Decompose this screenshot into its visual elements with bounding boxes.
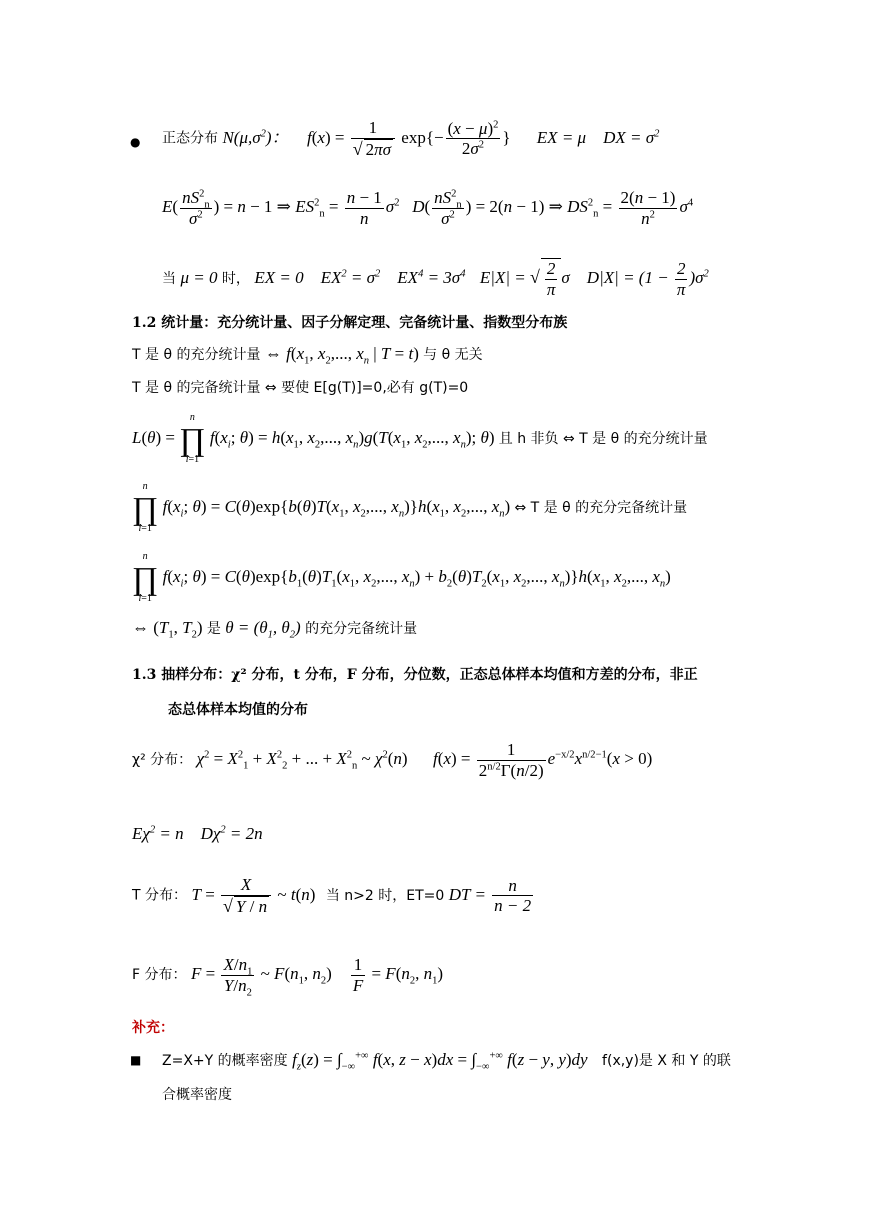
normal-distribution-line (162, 118, 659, 159)
sample-variance-line: E( $\frac{nS^2_n}{\sigma^2}$ ) = n − 1 ⇒ $ES^2_n$ = $\frac{n - 1}{n}$ $\sigma^2$ D( $\frac{nS^2_n}{\sigma^2}$ ) = 2(n − 1) ⇒ $DS^2_n$ = $\frac{2(n - 1)}{n^2}$ $\sigma^4$ (162, 188, 694, 228)
f-distribution-line: F 分布： F = $\frac{X/n_1}{Y/n_2}$ ~ $F(n_1$, $n_2$) $\frac{1}{F}$ = $F(n_2$, $n_1$) (132, 955, 444, 998)
normal-label: 正态分布 (162, 130, 218, 147)
exponential-family-1: n ∏ i=1 $f(x_i$; $\theta) = C(\theta)\exp\{b(\theta)T(x_1$, $x_2$,..., $x_n)\}h(x_1$, $x_2$,..., $x_n$) ⇔ T 是 θ 的充分完备统计量 (132, 481, 688, 534)
supplement-line-b: 合概率密度 (162, 1087, 232, 1103)
supplement-line-a: Z=X+Y 的概率密度 $f_z(z) = \int_{-\infty}^{+\infty}$ f(x, $z - x)dx = \int_{-\infty}^{+\infty}$ f(z − y, y)dy f(x,y)是 X 和 Y 的联 (162, 1050, 731, 1073)
abs-moments: E|X| = √ $\frac{2}{\pi}$ σ D|X| = (1 − $\frac{2}{\pi}$ )$\sigma^2$ (479, 259, 709, 299)
bullet-icon: ● (130, 135, 141, 149)
mu-zero-values: EX = 0 $EX^2 = \sigma^2$ $EX^4 = 3\sigma^4$ (254, 267, 466, 287)
normal-notation: $N(\mu,\sigma^2)$： (222, 127, 289, 147)
sufficient-statistic-def: T 是 θ 的充分统计量 ⇔ $f(x_1$, $x_2$,..., $x_n$ | T = t) 与 θ 无关 (132, 344, 483, 367)
complete-statistic-def: T 是 θ 的完备统计量 ⇔ 要使 E[g(T)]=0,必有 g(T)=0 (132, 380, 469, 396)
section-1-3-heading: 1.3 抽样分布：χ² 分布，t 分布，F 分布，分位数，正态总体样本均值和方差的分布，非正 (132, 667, 698, 683)
t-distribution-line: T 分布： T = $\frac{X}{√ Y / n}$ ~ t(n) 当 n>2 时，ET=0 DT = $\frac{n}{n - 2}$ (132, 875, 532, 916)
mu-zero-line (162, 258, 709, 299)
factorization-theorem: L(θ) = n ∏ i=1 $f(x_i$; $\theta) = h(x_1$, $x_2$,..., $x_n)g(T(x_1$, $x_2$,..., $x_n$); θ) 且 h 非负 ⇔ T 是 θ 的充分统计量 (132, 412, 708, 465)
mu-zero-cond: μ = 0 (180, 267, 218, 287)
chi-square-moments: $E\chi^2 = n$ $D\chi^2 = 2n$ (132, 824, 263, 843)
section-1-3-heading-cont: 态总体样本均值的分布 (168, 702, 308, 718)
joint-statistic-line: ⇔ ($T_1$, $T_2$) 是 $\theta = (\theta_1$, $\theta_2$) 的充分完备统计量 (132, 618, 418, 641)
exponential-family-2: n ∏ i=1 $f(x_i$; $\theta) = C(\theta)\exp\{b_1(\theta)T_1(x_1$, $x_2$,..., $x_n) + b_2(\theta)T_2(x_1$, $x_2$,..., $x_n)\}h(x_1$, $x_2$,..., $x_n$) (132, 551, 671, 604)
normal-moments: EX = μ DX = $\sigma^2$ (536, 127, 660, 147)
supplement-heading: 补充： (132, 1020, 174, 1036)
square-bullet-icon: ■ (130, 1053, 142, 1067)
chi-square-line: χ² 分布： $\chi^2 = X^2_1 + X^2_2$ + ... + $X^2_n$ ~ $\chi^2(n)$ f(x) = $\frac{1}{2^{n/2}\Gamma(n/2)}$ $e^{-x/2}x^{n/2-1}(x > 0)$ (132, 740, 653, 780)
normal-density: f(x) = $\frac{1}{√ 2\pi\sigma}$ exp{− $\frac{(x - \mu)^2}{2\sigma^2}$ } (307, 118, 515, 159)
mu-zero-prefix: 当 (162, 270, 176, 287)
mu-zero-suffix: 时， (221, 270, 250, 287)
section-1-2-heading: 1.2 统计量：充分统计量、因子分解定理、完备统计量、指数型分布族 (132, 315, 568, 331)
